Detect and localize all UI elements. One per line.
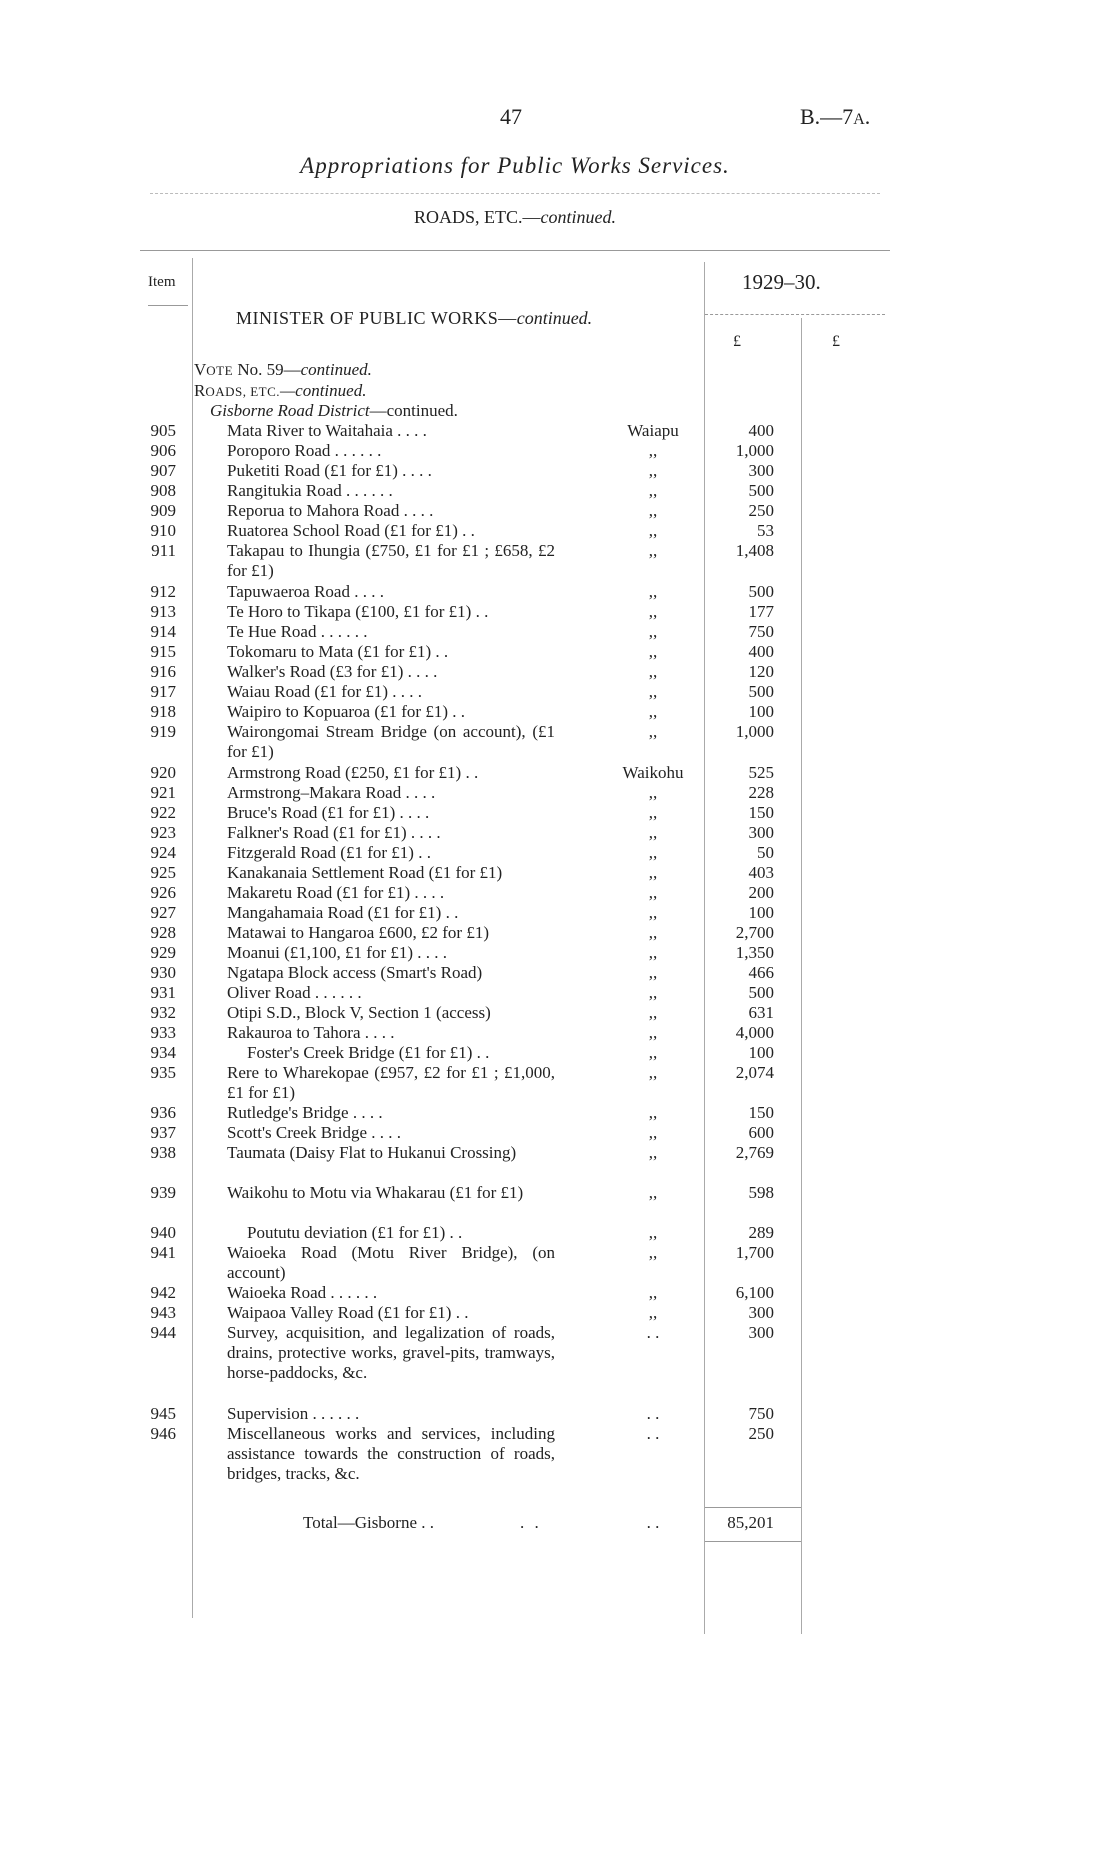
item-number: 922 [150, 803, 176, 822]
roads-heading-sc: OADS, ETC. [205, 384, 281, 399]
item-district: ,, [648, 501, 658, 520]
item-amount: 1,350 [735, 943, 774, 962]
item-amount: 631 [748, 1003, 774, 1022]
item-description: Armstrong Road (£250, £1 for £1) . . [227, 763, 479, 782]
district-heading [210, 401, 458, 421]
item-description: Oliver Road . . . . . . [227, 983, 362, 1002]
item-amount: 53 [757, 521, 774, 540]
item-description: Bruce's Road (£1 for £1) . . . . [227, 803, 430, 822]
item-description: Waioeka Road . . . . . . [227, 1283, 378, 1302]
minister-heading-main: MINISTER OF PUBLIC WORKS— [236, 308, 517, 328]
item-district: ,, [648, 863, 658, 882]
total-amount: 85,201 [727, 1513, 774, 1532]
item-number: 913 [150, 602, 176, 621]
total-district: . . [646, 1513, 660, 1532]
item-district: Waiapu [627, 421, 679, 440]
doc-ref-end: . [864, 104, 871, 129]
doc-ref-main: B.—7 [800, 104, 854, 129]
item-number: 931 [150, 983, 176, 1002]
item-description: Puketiti Road (£1 for £1) . . . . [227, 461, 432, 480]
item-district: . . [646, 1323, 660, 1342]
item-number: 918 [150, 702, 176, 721]
item-description: Tokomaru to Mata (£1 for £1) . . [227, 642, 449, 661]
item-description: Waikohu to Motu via Whakarau (£1 for £1) [227, 1183, 524, 1202]
document-reference [800, 104, 870, 130]
item-description: Supervision . . . . . . [227, 1404, 360, 1423]
item-description: Te Hue Road . . . . . . [227, 622, 368, 641]
vote-heading-number: No. 59— [233, 360, 301, 379]
item-district: ,, [648, 461, 658, 480]
item-district: ,, [648, 1143, 658, 1162]
section-title-italic: continued. [540, 207, 616, 227]
item-number: 924 [150, 843, 176, 862]
currency-column-1: £ [733, 333, 741, 350]
item-amount: 750 [748, 1404, 774, 1423]
title-divider [150, 193, 880, 194]
item-district: ,, [648, 521, 658, 540]
item-number: 928 [150, 923, 176, 942]
item-number: 936 [150, 1103, 176, 1122]
item-description: Mata River to Waitahaia . . . . [227, 421, 427, 440]
item-number: 914 [150, 622, 176, 641]
item-number: 934 [150, 1043, 176, 1062]
item-district: ,, [648, 1223, 658, 1242]
item-amount: 100 [748, 1043, 774, 1062]
item-number: 906 [150, 441, 176, 460]
item-number: 926 [150, 883, 176, 902]
roads-heading-first: R [194, 381, 206, 400]
item-district: ,, [648, 823, 658, 842]
minister-heading-italic: continued. [516, 308, 593, 328]
item-description: Waipiro to Kopuaroa (£1 for £1) . . [227, 702, 465, 721]
item-district: . . [646, 1404, 660, 1423]
item-amount: 300 [748, 823, 774, 842]
item-amount: 300 [748, 1303, 774, 1322]
item-amount: 1,700 [735, 1243, 774, 1262]
item-number: 911 [151, 541, 176, 560]
item-description: Foster's Creek Bridge (£1 for £1) . . [247, 1043, 490, 1062]
item-number: 938 [150, 1143, 176, 1162]
item-number: 935 [150, 1063, 176, 1082]
item-description: Taumata (Daisy Flat to Hukanui Crossing) [227, 1143, 517, 1162]
item-district: ,, [648, 642, 658, 661]
item-amount: 500 [748, 582, 774, 601]
item-number: 932 [150, 1003, 176, 1022]
item-district: ,, [648, 1183, 658, 1202]
item-amount: 250 [748, 501, 774, 520]
item-amount: 2,074 [735, 1063, 774, 1082]
item-district: ,, [648, 441, 658, 460]
item-amount: 100 [748, 702, 774, 721]
item-description: Armstrong–Makara Road . . . . [227, 783, 436, 802]
item-description: Ruatorea School Road (£1 for £1) . . [227, 521, 475, 540]
roads-heading-italic: —continued. [280, 381, 367, 400]
minister-heading [236, 308, 592, 329]
item-number: 920 [150, 763, 176, 782]
item-amount: 500 [748, 983, 774, 1002]
item-district: ,, [648, 662, 658, 681]
item-description: Te Horo to Tikapa (£100, £1 for £1) . . [227, 602, 489, 621]
item-amount: 2,769 [735, 1143, 774, 1162]
item-number: 946 [150, 1424, 176, 1443]
item-number: 937 [150, 1123, 176, 1142]
item-description: Miscellaneous works and services, including assistance towards the construction of roads, bridges, tracks, &c. [227, 1424, 555, 1483]
item-description: Wairongomai Stream Bridge (on account), (£1 for £1) [227, 722, 555, 761]
item-district: ,, [648, 481, 658, 500]
item-description: Matawai to Hangaroa £600, £2 for £1) [227, 923, 490, 942]
item-amount: 598 [748, 1183, 774, 1202]
item-number: 943 [150, 1303, 176, 1322]
table-top-rule [140, 250, 890, 251]
item-district: ,, [648, 803, 658, 822]
item-description: Otipi S.D., Block V, Section 1 (access) [227, 1003, 491, 1022]
item-district: Waikohu [622, 763, 684, 782]
item-description: Rangitukia Road . . . . . . [227, 481, 393, 500]
item-district: ,, [648, 622, 658, 641]
item-description: Falkner's Road (£1 for £1) . . . . [227, 823, 441, 842]
item-amount: 228 [748, 783, 774, 802]
item-district: ,, [648, 1123, 658, 1142]
item-district: ,, [648, 1303, 658, 1322]
item-description: Ngatapa Block access (Smart's Road) [227, 963, 483, 982]
item-description: Makaretu Road (£1 for £1) . . . . [227, 883, 445, 902]
item-amount: 500 [748, 481, 774, 500]
item-description: Scott's Creek Bridge . . . . [227, 1123, 401, 1142]
item-number: 910 [150, 521, 176, 540]
item-amount: 150 [748, 1103, 774, 1122]
item-amount: 500 [748, 682, 774, 701]
vote-heading-italic: continued. [300, 360, 372, 379]
item-district: ,, [648, 943, 658, 962]
item-amount: 120 [748, 662, 774, 681]
vote-heading-first: V [194, 360, 207, 379]
item-amount: 50 [757, 843, 774, 862]
item-district: ,, [648, 682, 658, 701]
item-description: Poututu deviation (£1 for £1) . . [247, 1223, 463, 1242]
item-district: ,, [648, 903, 658, 922]
item-amount: 250 [748, 1424, 774, 1443]
item-district: ,, [648, 1003, 658, 1022]
district-heading-rest: —continued. [369, 401, 458, 420]
item-description: Waipaoa Valley Road (£1 for £1) . . [227, 1303, 469, 1322]
total-bottom-rule [705, 1541, 801, 1542]
item-district: ,, [648, 1023, 658, 1042]
page-title: Appropriations for Public Works Services. [300, 153, 730, 178]
item-number: 923 [150, 823, 176, 842]
item-amount: 4,000 [735, 1023, 774, 1042]
vote-heading-sc: OTE [206, 363, 234, 378]
item-district: ,, [648, 1043, 658, 1062]
item-number: 945 [150, 1404, 176, 1423]
page-number: 47 [500, 104, 522, 129]
item-amount: 600 [748, 1123, 774, 1142]
item-number: 907 [150, 461, 176, 480]
item-description: Tapuwaeroa Road . . . . [227, 582, 384, 601]
item-number: 940 [150, 1223, 176, 1242]
item-description: Survey, acquisition, and legalization of roads, drains, protective works, gravel-pits, tramways, horse-paddocks, &c. [227, 1323, 555, 1382]
total-label: Total—Gisborne . . [303, 1513, 435, 1532]
item-number: 930 [150, 963, 176, 982]
item-number: 942 [150, 1283, 176, 1302]
item-amount: 1,000 [735, 441, 774, 460]
item-amount: 1,000 [735, 722, 774, 741]
item-description: Mangahamaia Road (£1 for £1) . . [227, 903, 459, 922]
item-description: Rakauroa to Tahora . . . . [227, 1023, 395, 1042]
item-district: ,, [648, 1103, 658, 1122]
item-number: 916 [150, 662, 176, 681]
item-amount: 525 [748, 763, 774, 782]
item-district: ,, [648, 1283, 658, 1302]
item-number: 944 [150, 1323, 176, 1342]
vote-heading [194, 360, 372, 380]
item-number: 941 [150, 1243, 176, 1262]
item-number: 908 [150, 481, 176, 500]
item-description: Rere to Wharekopae (£957, £2 for £1 ; £1,000, £1 for £1) [227, 1063, 555, 1102]
item-description: Walker's Road (£3 for £1) . . . . [227, 662, 438, 681]
district-heading-italic: Gisborne Road District [210, 401, 370, 420]
item-amount: 403 [748, 863, 774, 882]
item-amount: 6,100 [735, 1283, 774, 1302]
item-number: 929 [150, 943, 176, 962]
item-description: Kanakanaia Settlement Road (£1 for £1) [227, 863, 503, 882]
roads-heading [194, 381, 366, 401]
item-number: 939 [150, 1183, 176, 1202]
total-top-rule [705, 1507, 801, 1508]
currency-column-2: £ [832, 333, 840, 350]
item-district: ,, [648, 983, 658, 1002]
item-number: 927 [150, 903, 176, 922]
item-amount: 100 [748, 903, 774, 922]
item-amount: 2,700 [735, 923, 774, 942]
item-district: ,, [648, 783, 658, 802]
item-number: 919 [150, 722, 176, 741]
item-description: Fitzgerald Road (£1 for £1) . . [227, 843, 431, 862]
item-number: 905 [150, 421, 176, 440]
item-number: 912 [150, 582, 176, 601]
item-amount: 750 [748, 622, 774, 641]
total-dots: . . [520, 1513, 542, 1532]
item-district: ,, [648, 843, 658, 862]
year-header-rule [705, 314, 885, 315]
item-district: ,, [648, 923, 658, 942]
item-amount: 300 [748, 1323, 774, 1342]
item-column-rule [192, 258, 193, 1618]
item-header-rule [148, 305, 188, 306]
item-district: ,, [648, 1243, 658, 1262]
item-number: 925 [150, 863, 176, 882]
item-amount: 289 [748, 1223, 774, 1242]
item-district: ,, [648, 883, 658, 902]
item-district: ,, [648, 702, 658, 721]
item-district: ,, [648, 722, 658, 741]
section-title [0, 207, 1030, 228]
item-number: 933 [150, 1023, 176, 1042]
item-district: ,, [648, 541, 658, 560]
doc-ref-suffix: A [853, 111, 865, 128]
item-amount: 177 [748, 602, 774, 621]
item-description: Waiau Road (£1 for £1) . . . . [227, 682, 423, 701]
item-district: ,, [648, 1063, 658, 1082]
item-number: 915 [150, 642, 176, 661]
item-description: Poroporo Road . . . . . . [227, 441, 382, 460]
item-number: 909 [150, 501, 176, 520]
item-amount: 400 [748, 421, 774, 440]
amount-column-mid-rule [801, 318, 802, 1634]
item-amount: 1,408 [735, 541, 774, 560]
item-district: . . [646, 1424, 660, 1443]
item-amount: 150 [748, 803, 774, 822]
item-amount: 300 [748, 461, 774, 480]
item-district: ,, [648, 963, 658, 982]
item-description: Moanui (£1,100, £1 for £1) . . . . [227, 943, 448, 962]
item-number: 921 [150, 783, 176, 802]
section-title-main: ROADS, ETC.— [414, 207, 541, 227]
item-description: Reporua to Mahora Road . . . . [227, 501, 434, 520]
item-district: ,, [648, 602, 658, 621]
item-column-header: Item [148, 274, 176, 290]
item-number: 917 [150, 682, 176, 701]
year-column-header: 1929–30. [742, 270, 821, 294]
item-amount: 200 [748, 883, 774, 902]
item-amount: 400 [748, 642, 774, 661]
item-description: Rutledge's Bridge . . . . [227, 1103, 383, 1122]
item-amount: 466 [748, 963, 774, 982]
item-description: Waioeka Road (Motu River Bridge), (on account) [227, 1243, 555, 1282]
item-description: Takapau to Ihungia (£750, £1 for £1 ; £658, £2 for £1) [227, 541, 555, 580]
item-district: ,, [648, 582, 658, 601]
